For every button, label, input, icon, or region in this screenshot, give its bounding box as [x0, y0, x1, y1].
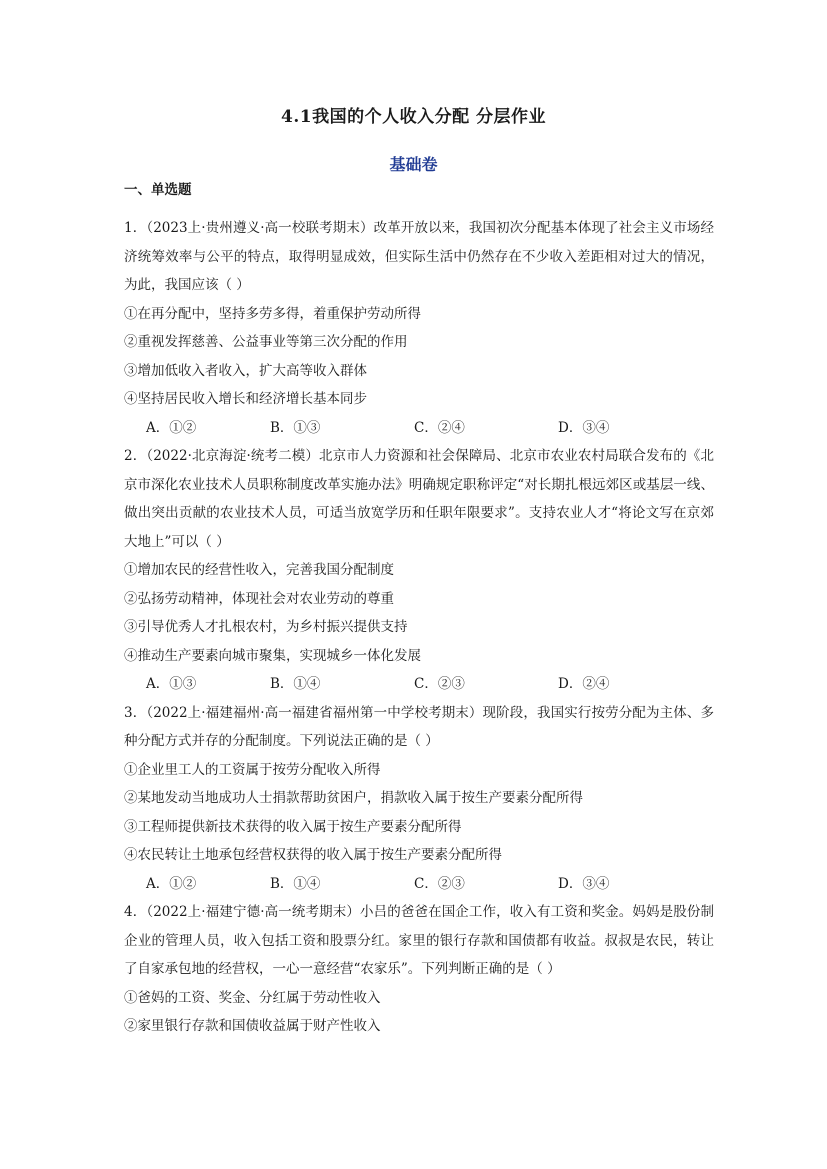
choice-b[interactable]: B．①④ [270, 875, 321, 892]
statement-option: ②某地发动当地成功人士捐款帮助贫困户，捐款收入属于按生产要素分配所得 [124, 790, 583, 806]
choice-a[interactable]: A．①② [146, 875, 197, 892]
question-stem: 4．（2022上·福建宁德·高一统考期末）小吕的爸爸在国企工作，收入有工资和奖金。妈妈是股份制企业的管理人员，收入包括工资和股票分红。家里的银行存款和国债都有收益。叔叔是农民，转让了自家承包地的经营权，一心一意经营“农家乐”。下列判断正确的是（ ） [124, 904, 714, 977]
choice-b[interactable]: B．①④ [270, 676, 321, 692]
choice-d[interactable]: D．②④ [558, 676, 610, 692]
choice-a[interactable]: A．①③ [146, 676, 197, 692]
statement-option: ①增加农民的经营性收入，完善我国分配制度 [124, 562, 394, 578]
question-stem: 1．（2023上·贵州遵义·高一校联考期末）改革开放以来，我国初次分配基本体现了社会主义市场经济统筹效率与公平的特点，取得明显成效，但实际生活中仍然存在不少收入差距相对过大的情况，为此，我国应该（ ） [124, 220, 714, 293]
answer-choices [124, 870, 714, 899]
document-title: 4.1我国的个人收入分配 分层作业 [281, 107, 546, 127]
document-subtitle: 基础卷 [389, 155, 438, 174]
section-heading: 一、单选题 [124, 182, 192, 198]
question-list [124, 214, 714, 1041]
statement-option: ②弘扬劳动精神，体现社会对农业劳动的尊重 [124, 590, 394, 607]
question-3 [124, 699, 714, 899]
choice-b[interactable]: B．①③ [270, 419, 321, 436]
choice-c[interactable]: C．②③ [414, 875, 465, 892]
statement-option: ②重视发挥慈善、公益事业等第三次分配的作用 [124, 334, 408, 350]
question-1 [124, 214, 714, 442]
question-2 [124, 442, 714, 699]
choice-d[interactable]: D．③④ [558, 875, 610, 892]
statement-option: ①爸妈的工资、奖金、分红属于劳动性收入 [124, 989, 381, 1006]
statement-option: ④农民转让土地承包经营权获得的收入属于按生产要素分配所得 [124, 847, 502, 863]
choice-c[interactable]: C．②④ [414, 419, 465, 436]
statement-option: ③增加低收入者收入，扩大高等收入群体 [124, 362, 367, 379]
answer-choices [124, 414, 714, 443]
statement-option: ①在再分配中，坚持多劳多得，着重保护劳动所得 [124, 305, 421, 322]
choice-a[interactable]: A．①② [146, 419, 197, 436]
choice-c[interactable]: C．②③ [414, 676, 465, 692]
answer-choices [124, 670, 714, 699]
statement-option: ③工程师提供新技术获得的收入属于按生产要素分配所得 [124, 818, 462, 835]
statement-option: ③引导优秀人才扎根农村，为乡村振兴提供支持 [124, 619, 408, 635]
question-stem: 3．（2022上·福建福州·高一福建省福州第一中学校考期末）现阶段，我国实行按劳分配为主体、多种分配方式并存的分配制度。下列说法正确的是（ ） [124, 704, 714, 749]
choice-d[interactable]: D．③④ [558, 419, 610, 436]
question-4 [124, 898, 714, 1041]
statement-option: ④推动生产要素向城市聚集，实现城乡一体化发展 [124, 647, 421, 664]
statement-option: ④坚持居民收入增长和经济增长基本同步 [124, 391, 367, 407]
statement-option: ①企业里工人的工资属于按劳分配收入所得 [124, 761, 381, 778]
question-stem: 2．（2022·北京海淀·统考二模）北京市人力资源和社会保障局、北京市农业农村局联合发布的《北京市深化农业技术人员职称制度改革实施办法》明确规定职称评定“对长期扎根远郊区或基层一线、做出突出贡献的农业技术人员，可适当放宽学历和任职年限要求”。支持农业人才“将论文写在京郊大地上”可以（ ） [124, 448, 714, 550]
statement-option: ②家里银行存款和国债收益属于财产性收入 [124, 1018, 381, 1034]
